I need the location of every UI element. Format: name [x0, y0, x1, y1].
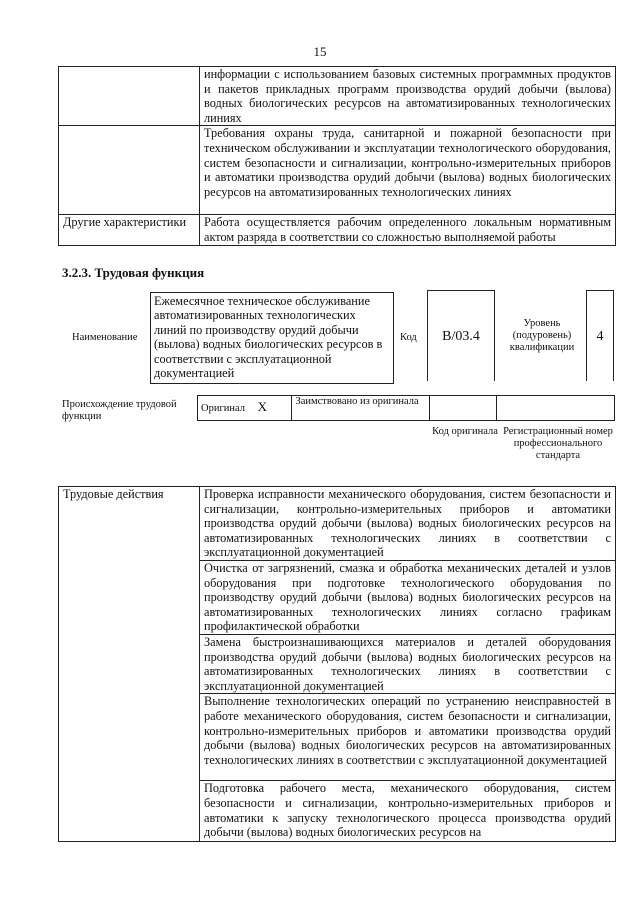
borrowed-cell: Заимствовано из оригинала — [292, 396, 430, 421]
action-item: Подготовка рабочего места, механического оборудования, систем безопасности и сигнализации, контрольно-измерительных приборов и автоматики к запуску технологического процесса производства орудий добычи (вылова) водных биологических ресурсов на — [200, 781, 616, 842]
action-item: Замена быстроизнашивающихся материалов и деталей оборудования производства орудий добычи (вылова) водных биологических ресурсов на автоматизированных технологических линиях в соответствии с эксплуатационной документацией — [200, 634, 616, 693]
function-name-box: Ежемесячное техническое обслуживание автоматизированных технологических линий по производству орудий добычи (вылова) водных биологических ресурсов в соответствии с эксплуатационной документацией — [150, 292, 394, 384]
row-label: Трудовые действия — [59, 487, 200, 842]
table-row — [59, 215, 616, 245]
table-row — [198, 396, 615, 421]
page-number: 15 — [313, 44, 327, 59]
table-row — [59, 67, 616, 126]
empty-cell — [59, 126, 200, 215]
table-row — [59, 487, 616, 561]
action-item: Выполнение технологических операций по устранению неисправностей в работе механического оборудования, систем безопасности и сигнализации, контрольно-измерительных приборов и автоматики производства орудий добычи (вылова) водных биологических ресурсов на автоматизированных технологических линиях в соответствии с эксплуатационной документацией — [200, 694, 616, 781]
code-box — [427, 290, 495, 381]
origin-table — [197, 395, 615, 421]
original-label: Оригинал — [201, 403, 245, 414]
origin-label: Происхождение трудовой функции — [62, 399, 177, 422]
table-cell: информации с использованием базовых системных программных продуктов и пакетов прикладных программ производства орудий добычи (вылова) водных биологических ресурсов на автоматизированных технологических линиях — [200, 67, 616, 126]
table-cell: Работа осуществляется рабочим определенного локальным нормативным актом разряда в соответствии со сложностью выполняемой работы — [200, 215, 616, 245]
level-label: Уровень (подуровень) квалификации — [509, 318, 575, 353]
original-mark: X — [257, 399, 268, 414]
name-label: Наименование — [72, 332, 138, 343]
reg-caption: Регистрационный номер профессионального стандарта — [503, 426, 613, 461]
table-cell: Требования охраны труда, санитарной и пожарной безопасности при техническом обслуживании и эксплуатации технологического оборудования, систем безопасности и сигнализации, контрольно-измерительных приборов и автоматики производства орудий добычи (вылова) водных биологических ресурсов на автоматизированных технологических линиях — [200, 126, 616, 215]
row-label: Другие характеристики — [59, 215, 200, 245]
code-value: B/03.4 — [442, 329, 480, 344]
level-box — [586, 290, 614, 381]
actions-table — [58, 486, 616, 842]
level-value: 4 — [596, 329, 604, 344]
code-label: Код — [400, 332, 417, 343]
reg-number-cell — [497, 396, 615, 421]
original-cell — [198, 396, 292, 421]
original-code-cell — [430, 396, 497, 421]
table-row — [59, 126, 616, 215]
action-item: Очистка от загрязнений, смазка и обработка механических деталей и узлов оборудования при подготовке технологического оборудования по производству орудий добычи (вылова) водных биологических ресурсов на автоматизированных технологических линиях согласно графикам профилактической обработки — [200, 560, 616, 634]
top-table — [58, 66, 616, 246]
action-item: Проверка исправности механического оборудования, систем безопасности и сигнализации, контрольно-измерительных приборов и автоматики производства орудий добычи (вылова) водных биологических ресурсов на автоматизированных технологических линиях в соответствии с эксплуатационной документацией — [200, 487, 616, 561]
section-heading: 3.2.3. Трудовая функция — [62, 265, 205, 280]
empty-cell — [59, 67, 200, 126]
code-caption: Код оригинала — [432, 426, 498, 437]
